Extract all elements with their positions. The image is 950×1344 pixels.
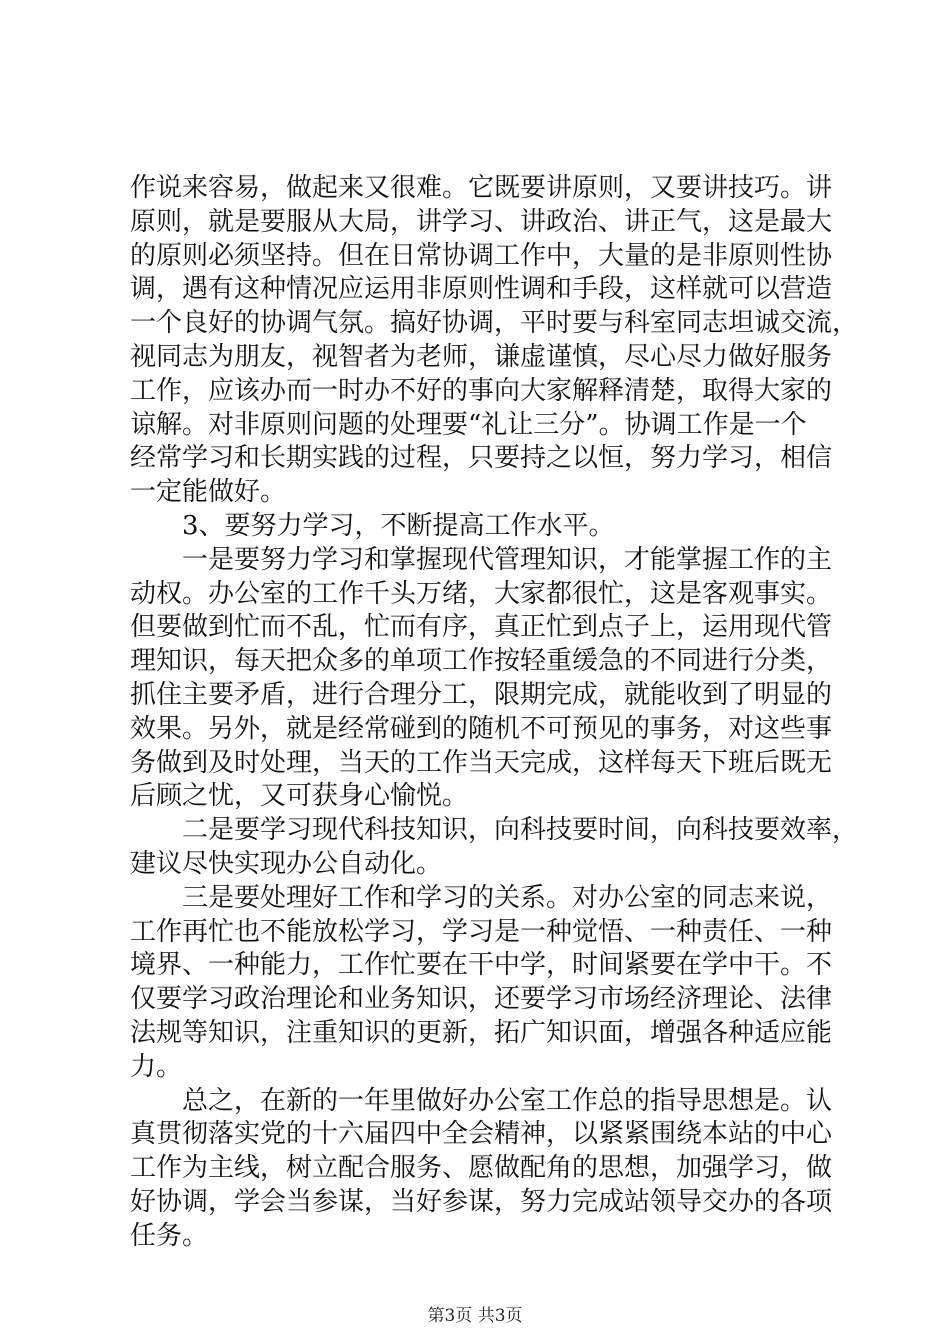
text-line: 务做到及时处理，当天的工作当天完成，这样每天下班后既无 [130,747,833,778]
text-line: 工作再忙也不能放松学习，学习是一种觉悟、一种责任、一种 [130,916,833,947]
text-line: 建议尽快实现办公自动化。 [130,848,443,879]
text-line: 理知识，每天把众多的单项工作按轻重缓急的不同进行分类， [130,646,833,677]
text-line: 真贯彻落实党的十六届四中全会精神，以紧紧围绕本站的中心 [130,1119,833,1150]
text-line: 境界、一种能力，工作忙要在干中学，时间紧要在学中干。不 [130,950,833,981]
page-footer [0,1301,950,1326]
text-line: 原则，就是要服从大局，讲学习、讲政治、讲正气，这是最大 [130,206,833,237]
text-line: 总之，在新的一年里做好办公室工作总的指导思想是。认 [130,1085,833,1116]
section-heading: 3、要努力学习，不断提高工作水平。 [130,510,615,541]
text-line: 谅解。对非原则问题的处理要“礼让三分”。协调工作是一个 [130,409,807,440]
text-line: 经常学习和长期实践的过程，只要持之以恒，努力学习，相信 [130,443,833,474]
text-line: 工作，应该办而一时办不好的事向大家解释清楚，取得大家的 [130,375,833,406]
text-line: 动权。办公室的工作千头万绪，大家都很忙，这是客观事实。 [130,578,833,609]
text-line: 的原则必须坚持。但在日常协调工作中，大量的是非原则性协 [130,240,833,271]
text-line: 工作为主线，树立配合服务、愿做配角的思想，加强学习，做 [130,1153,833,1184]
text-line: 一个良好的协调气氛。搞好协调，平时要与科室同志坦诚交流， [130,308,859,339]
text-line: 一定能做好。 [130,477,287,508]
text-line: 好协调，学会当参谋，当好参谋，努力完成站领导交办的各项 [130,1186,833,1217]
text-line: 但要做到忙而不乱，忙而有序，真正忙到点子上，运用现代管 [130,612,833,643]
text-line: 二是要学习现代科技知识，向科技要时间，向科技要效率， [130,815,859,846]
text-line: 三是要处理好工作和学习的关系。对办公室的同志来说， [130,882,833,913]
text-line: 一是要努力学习和掌握现代管理知识，才能掌握工作的主 [130,544,833,575]
text-line: 力。 [130,1051,183,1082]
text-line: 调，遇有这种情况应运用非原则性调和手段，这样就可以营造 [130,274,833,305]
text-line: 效果。另外，就是经常碰到的随机不可预见的事务，对这些事 [130,713,833,744]
text-line: 法规等知识，注重知识的更新，拓广知识面，增强各种适应能 [130,1017,833,1048]
text-line: 任务。 [130,1220,209,1251]
text-line: 后顾之忧，又可获身心愉悦。 [130,781,469,812]
text-line: 仅要学习政治理论和业务知识，还要学习市场经济理论、法律 [130,984,833,1015]
document-body [130,172,859,1254]
text-line: 视同志为朋友，视智者为老师，谦虚谨慎，尽心尽力做好服务 [130,341,833,372]
text-line: 抓住主要矛盾，进行合理分工，限期完成，就能收到了明显的 [130,679,833,710]
page-number-label: 第3页 共3页 [427,1306,523,1326]
text-line: 作说来容易，做起来又很难。它既要讲原则，又要讲技巧。讲 [130,173,833,203]
